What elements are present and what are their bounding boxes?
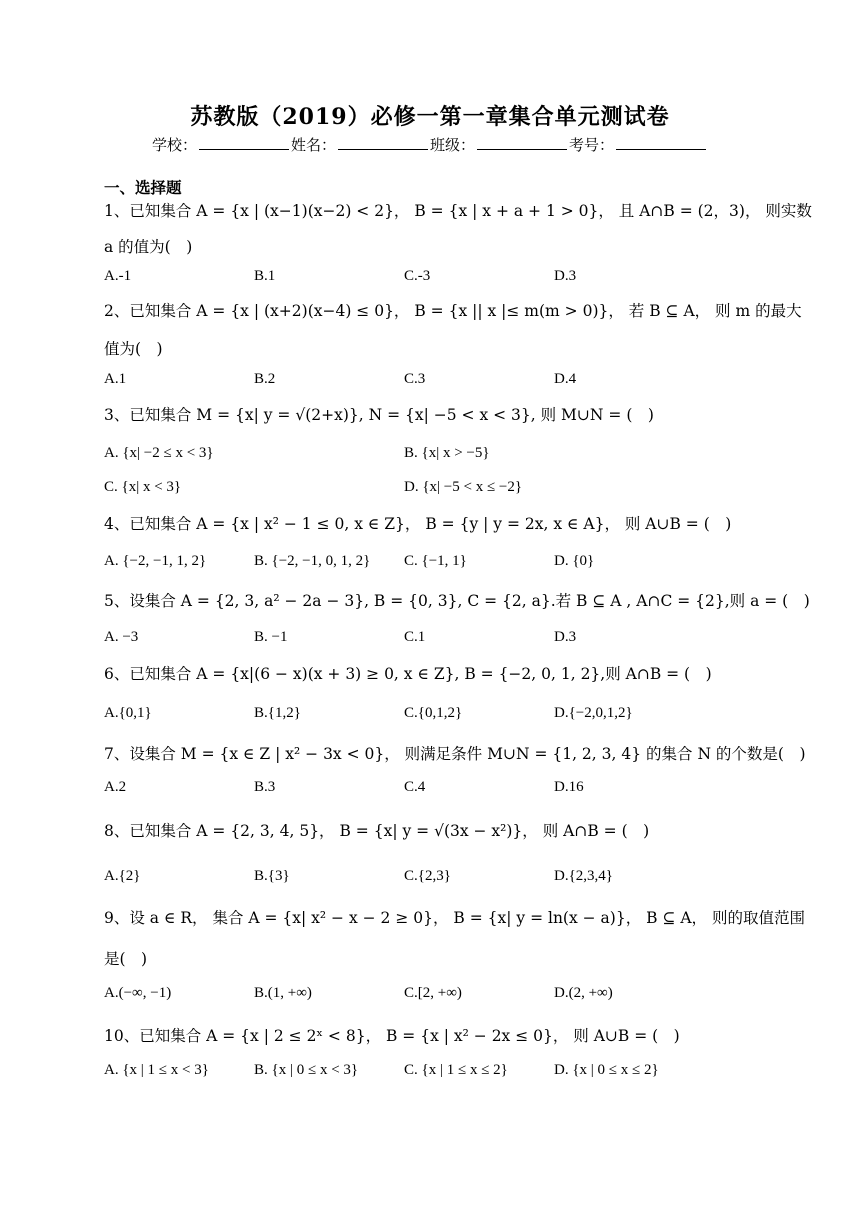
question-8-options	[104, 868, 764, 890]
option-b: B.2	[254, 371, 276, 387]
option-b: B. {−2, −1, 0, 1, 2}	[254, 553, 371, 569]
option-d: D. {0}	[554, 553, 595, 569]
question-1-options	[104, 268, 764, 290]
option-a: A.{2}	[104, 868, 141, 884]
option-b: B. {x| x > −5}	[404, 445, 490, 461]
option-b: B.(1, +∞)	[254, 985, 312, 1001]
option-b: B. −1	[254, 629, 288, 645]
question-1-line2: a 的值为( )	[104, 238, 193, 256]
question-5-line1: 5、设集合 A = {2, 3, a² − 2a − 3}, B = {0, 3}, C = {2, a}.若 B ⊆ A , A∩C = {2},则 a = ( )	[104, 592, 810, 610]
question-10-line1: 10、已知集合 A = {x | 2 ≤ 2ˣ < 8}， B = {x | x² − 2x ≤ 0}， 则 A∪B = ( )	[104, 1027, 680, 1045]
option-a: A.(−∞, −1)	[104, 985, 172, 1001]
option-d: D.4	[554, 371, 577, 387]
school-label: 学校：	[151, 136, 197, 154]
option-b: B.{1,2}	[254, 705, 301, 721]
question-2-options	[104, 371, 764, 393]
option-c: C. {x | 1 ≤ x ≤ 2}	[404, 1062, 508, 1078]
class-label: 班级：	[430, 136, 476, 154]
option-a: A. −3	[104, 629, 139, 645]
option-a: A. {x | 1 ≤ x < 3}	[104, 1062, 209, 1078]
option-d: D.{2,3,4}	[554, 868, 613, 884]
option-a: A. {x| −2 ≤ x < 3}	[104, 445, 214, 461]
question-6-options	[104, 705, 764, 727]
question-3-options-row2	[104, 479, 764, 501]
option-b: B.{3}	[254, 868, 290, 884]
option-c: C.3	[404, 371, 426, 387]
school-blank	[199, 135, 289, 150]
option-d: D. {x| −5 < x ≤ −2}	[404, 479, 523, 495]
class-blank	[477, 135, 567, 150]
question-3-options-row1	[104, 445, 764, 467]
question-7-line1: 7、设集合 M = {x ∈ Z | x² − 3x < 0}， 则满足条件 M∪N = {1, 2, 3, 4} 的集合 N 的个数是( )	[104, 745, 806, 763]
option-c: C.[2, +∞)	[404, 985, 462, 1001]
option-d: D.3	[554, 629, 577, 645]
question-9-options	[104, 985, 764, 1007]
student-info-line	[0, 134, 860, 155]
question-9-line2: 是( )	[104, 950, 148, 968]
option-a: A. {−2, −1, 1, 2}	[104, 553, 207, 569]
option-d: D.16	[554, 779, 584, 795]
number-label: 考号：	[569, 136, 615, 154]
question-10-options	[104, 1062, 764, 1084]
question-1-line1: 1、已知集合 A = {x | (x−1)(x−2) < 2}， B = {x | x + a + 1 > 0}， 且 A∩B = (2，3)， 则实数	[104, 202, 812, 220]
question-4-line1: 4、已知集合 A = {x | x² − 1 ≤ 0, x ∈ Z}， B = {y | y = 2x, x ∈ A}， 则 A∪B = ( )	[104, 515, 732, 533]
question-2-line1: 2、已知集合 A = {x | (x+2)(x−4) ≤ 0}， B = {x || x |≤ m(m > 0)}， 若 B ⊆ A， 则 m 的最大	[104, 302, 802, 320]
option-c: C.4	[404, 779, 426, 795]
question-4-options	[104, 553, 764, 575]
option-d: D.(2, +∞)	[554, 985, 613, 1001]
question-6-line1: 6、已知集合 A = {x|(6 − x)(x + 3) ≥ 0, x ∈ Z}, B = {−2, 0, 1, 2},则 A∩B = ( )	[104, 665, 712, 683]
question-8-line1: 8、已知集合 A = {2, 3, 4, 5}， B = {x| y = √(3x − x²)}， 则 A∩B = ( )	[104, 822, 650, 840]
number-blank	[616, 135, 706, 150]
question-5-options	[104, 629, 764, 651]
option-c: C. {−1, 1}	[404, 553, 467, 569]
option-b: B.1	[254, 268, 276, 284]
option-c: C.{2,3}	[404, 868, 451, 884]
option-a: A.1	[104, 371, 127, 387]
option-b: B. {x | 0 ≤ x < 3}	[254, 1062, 359, 1078]
option-d: D.{−2,0,1,2}	[554, 705, 633, 721]
option-c: C.-3	[404, 268, 431, 284]
option-d: D. {x | 0 ≤ x ≤ 2}	[554, 1062, 659, 1078]
option-d: D.3	[554, 268, 577, 284]
option-a: A.-1	[104, 268, 132, 284]
name-blank	[338, 135, 428, 150]
question-7-options	[104, 779, 764, 801]
page-title: 苏教版（2019）必修一第一章集合单元测试卷	[190, 104, 670, 130]
question-2-line2: 值为( )	[104, 340, 163, 358]
section-heading: 一、选择题	[104, 178, 182, 197]
option-c: C.{0,1,2}	[404, 705, 463, 721]
question-9-line1: 9、设 a ∈ R， 集合 A = {x| x² − x − 2 ≥ 0}， B = {x| y = ln(x − a)}， B ⊆ A， 则的取值范围	[104, 909, 805, 927]
question-3-line1: 3、已知集合 M = {x| y = √(2+x)}, N = {x| −5 < x < 3}, 则 M∪N = ( )	[104, 406, 654, 424]
option-c: C.1	[404, 629, 426, 645]
option-b: B.3	[254, 779, 276, 795]
name-label: 姓名：	[290, 136, 336, 154]
option-c: C. {x| x < 3}	[104, 479, 182, 495]
option-a: A.2	[104, 779, 127, 795]
option-a: A.{0,1}	[104, 705, 152, 721]
